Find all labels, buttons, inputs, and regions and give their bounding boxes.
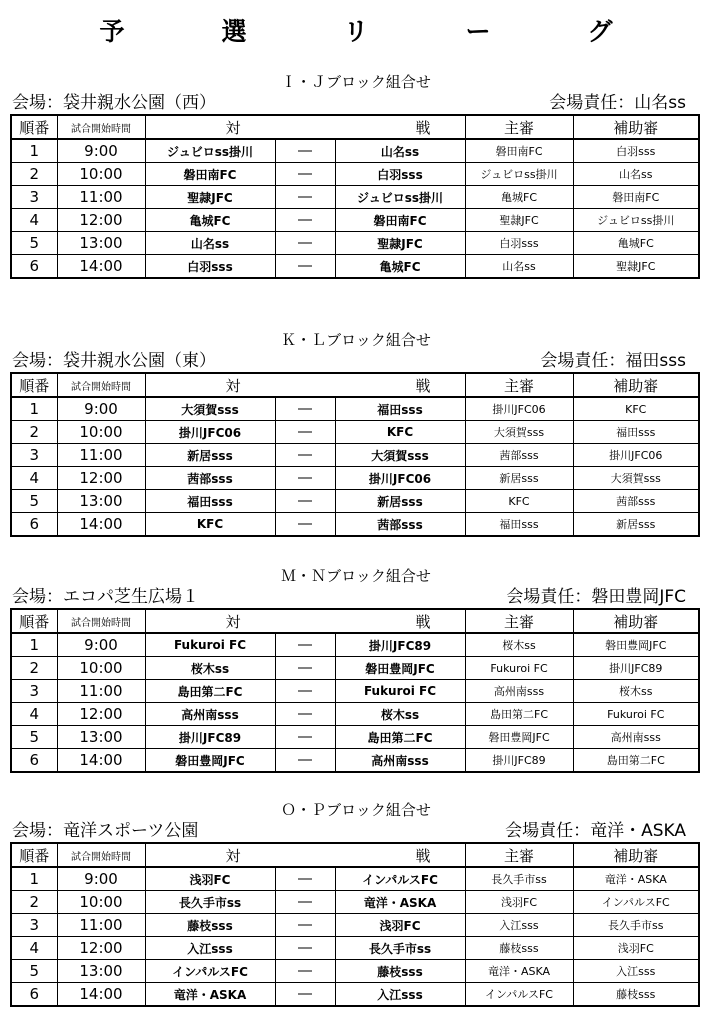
table-row [11,209,699,232]
match-number: 5 [11,490,57,513]
start-time: 12:00 [57,467,145,490]
venue-manager-label: 会場責任：竜洋・ASKA [505,821,686,841]
versus-dash: ― [275,209,335,232]
header-referee: 主審 [465,115,573,139]
start-time: 11:00 [57,186,145,209]
team-home: 藤枝sss [145,914,275,937]
match-number: 6 [11,513,57,537]
assistant-team: 磐田南FC [573,186,699,209]
versus-dash: ― [275,490,335,513]
assistant-team: インパルスFC [573,891,699,914]
table-row [11,983,699,1007]
venue-manager-label: 会場責任：山名ss [549,93,686,113]
referee-team: インパルスFC [465,983,573,1007]
team-home: 掛川JFC06 [145,421,275,444]
team-away: 掛川JFC06 [335,467,465,490]
versus-dash: ― [275,421,335,444]
block-title: Ｉ・Ｊブロック組合せ [281,73,431,91]
versus-dash: ― [275,680,335,703]
table-row [11,891,699,914]
team-home: 磐田南FC [145,163,275,186]
start-time: 14:00 [57,255,145,279]
header-row [11,373,699,397]
start-time: 9:00 [57,397,145,421]
referee-team: 山名ss [465,255,573,279]
team-away: 磐田豊岡JFC [335,657,465,680]
assistant-team: 新居sss [573,513,699,537]
match-number: 3 [11,914,57,937]
team-home: KFC [145,513,275,537]
team-away: 島田第二FC [335,726,465,749]
team-away: 新居sss [335,490,465,513]
versus-dash: ― [275,937,335,960]
referee-team: Fukuroi FC [465,657,573,680]
assistant-team: 大須賀sss [573,467,699,490]
table-row [11,703,699,726]
start-time: 14:00 [57,513,145,537]
team-home: 茜部sss [145,467,275,490]
assistant-team: 高州南sss [573,726,699,749]
referee-team: 聖隷JFC [465,209,573,232]
team-home: 磐田豊岡JFC [145,749,275,773]
header-match: 対 戦 [145,115,465,139]
schedule-table [10,372,700,537]
header-referee: 主審 [465,609,573,633]
team-away: 福田sss [335,397,465,421]
start-time: 12:00 [57,703,145,726]
team-away: インパルスFC [335,867,465,891]
versus-dash: ― [275,255,335,279]
start-time: 11:00 [57,444,145,467]
header-start-time: 試合開始時間 [57,115,145,139]
assistant-team: 長久手市ss [573,914,699,937]
match-number: 4 [11,209,57,232]
team-away: 亀城FC [335,255,465,279]
team-home: 福田sss [145,490,275,513]
versus-dash: ― [275,726,335,749]
start-time: 10:00 [57,163,145,186]
versus-dash: ― [275,139,335,163]
start-time: 10:00 [57,891,145,914]
venue-manager-label: 会場責任：磐田豊岡JFC [506,587,686,607]
referee-team: 浅羽FC [465,891,573,914]
start-time: 10:00 [57,657,145,680]
start-time: 13:00 [57,232,145,255]
referee-team: 島田第二FC [465,703,573,726]
team-away: 高州南sss [335,749,465,773]
header-start-time: 試合開始時間 [57,843,145,867]
versus-dash: ― [275,657,335,680]
team-away: 山名ss [335,139,465,163]
table-row [11,726,699,749]
assistant-team: 福田sss [573,421,699,444]
assistant-team: 桜木ss [573,680,699,703]
match-number: 2 [11,891,57,914]
header-row [11,115,699,139]
header-match: 対 戦 [145,609,465,633]
match-number: 5 [11,232,57,255]
table-row [11,490,699,513]
header-assistant: 補助審 [573,115,699,139]
block-title: Ｋ・Ｌブロック組合せ [281,331,431,349]
team-away: 長久手市ss [335,937,465,960]
match-number: 1 [11,139,57,163]
header-assistant: 補助審 [573,373,699,397]
match-number: 5 [11,726,57,749]
table-row [11,633,699,657]
header-referee: 主審 [465,843,573,867]
team-home: インパルスFC [145,960,275,983]
venue-row [12,586,700,608]
team-home: 島田第二FC [145,680,275,703]
assistant-team: 竜洋・ASKA [573,867,699,891]
header-start-time: 試合開始時間 [57,373,145,397]
start-time: 13:00 [57,960,145,983]
venue-row [12,820,700,842]
referee-team: 磐田豊岡JFC [465,726,573,749]
versus-dash: ― [275,914,335,937]
start-time: 9:00 [57,633,145,657]
start-time: 13:00 [57,490,145,513]
match-number: 4 [11,703,57,726]
table-row [11,867,699,891]
team-away: 桜木ss [335,703,465,726]
table-row [11,749,699,773]
venue-label: 会場：竜洋スポーツ公園 [12,821,199,841]
header-start-time: 試合開始時間 [57,609,145,633]
versus-dash: ― [275,703,335,726]
table-row [11,513,699,537]
referee-team: KFC [465,490,573,513]
versus-dash: ― [275,633,335,657]
referee-team: 大須賀sss [465,421,573,444]
venue-row [12,350,700,372]
venue-label: 会場：袋井親水公園（東） [12,351,216,371]
table-row [11,444,699,467]
team-away: 藤枝sss [335,960,465,983]
match-number: 1 [11,867,57,891]
match-number: 2 [11,657,57,680]
match-number: 1 [11,633,57,657]
match-number: 6 [11,255,57,279]
table-row [11,960,699,983]
header-match: 対 戦 [145,843,465,867]
assistant-team: 浅羽FC [573,937,699,960]
team-home: Fukuroi FC [145,633,275,657]
schedule-table [10,608,700,773]
venue-manager-label: 会場責任：福田sss [540,351,686,371]
team-home: 亀城FC [145,209,275,232]
team-away: 浅羽FC [335,914,465,937]
referee-team: 桜木ss [465,633,573,657]
match-number: 1 [11,397,57,421]
start-time: 11:00 [57,914,145,937]
team-home: 高州南sss [145,703,275,726]
team-away: 大須賀sss [335,444,465,467]
referee-team: 白羽sss [465,232,573,255]
match-number: 3 [11,444,57,467]
schedule-table [10,842,700,1007]
schedule-table [10,114,700,279]
header-order: 順番 [11,843,57,867]
referee-team: 入江sss [465,914,573,937]
versus-dash: ― [275,891,335,914]
block-title: Ｏ・Ｐブロック組合せ [281,801,431,819]
venue-row [12,92,700,114]
versus-dash: ― [275,232,335,255]
table-row [11,163,699,186]
team-away: 竜洋・ASKA [335,891,465,914]
start-time: 12:00 [57,937,145,960]
versus-dash: ― [275,983,335,1007]
block-title: Ｍ・Ｎブロック組合せ [281,567,431,585]
table-row [11,467,699,490]
team-home: 浅羽FC [145,867,275,891]
match-number: 2 [11,163,57,186]
match-number: 3 [11,680,57,703]
versus-dash: ― [275,960,335,983]
versus-dash: ― [275,163,335,186]
referee-team: 掛川JFC06 [465,397,573,421]
team-away: ジュビロss掛川 [335,186,465,209]
referee-team: 長久手市ss [465,867,573,891]
team-away: 白羽sss [335,163,465,186]
referee-team: 磐田南FC [465,139,573,163]
assistant-team: 亀城FC [573,232,699,255]
table-row [11,421,699,444]
match-number: 3 [11,186,57,209]
match-number: 6 [11,983,57,1007]
start-time: 10:00 [57,421,145,444]
team-home: 掛川JFC89 [145,726,275,749]
team-away: Fukuroi FC [335,680,465,703]
header-row [11,843,699,867]
team-away: 入江sss [335,983,465,1007]
assistant-team: 磐田豊岡JFC [573,633,699,657]
start-time: 12:00 [57,209,145,232]
referee-team: 掛川JFC89 [465,749,573,773]
team-away: 茜部sss [335,513,465,537]
start-time: 13:00 [57,726,145,749]
assistant-team: 茜部sss [573,490,699,513]
table-row [11,232,699,255]
page-title: 予 選 リ ー グ [99,17,649,46]
header-row [11,609,699,633]
assistant-team: 白羽sss [573,139,699,163]
header-order: 順番 [11,373,57,397]
versus-dash: ― [275,186,335,209]
match-number: 6 [11,749,57,773]
team-home: 入江sss [145,937,275,960]
team-away: 聖隷JFC [335,232,465,255]
team-home: 竜洋・ASKA [145,983,275,1007]
team-away: KFC [335,421,465,444]
referee-team: 藤枝sss [465,937,573,960]
header-order: 順番 [11,115,57,139]
header-referee: 主審 [465,373,573,397]
versus-dash: ― [275,513,335,537]
referee-team: 新居sss [465,467,573,490]
versus-dash: ― [275,444,335,467]
match-number: 4 [11,467,57,490]
header-order: 順番 [11,609,57,633]
assistant-team: 島田第二FC [573,749,699,773]
table-row [11,680,699,703]
assistant-team: KFC [573,397,699,421]
team-home: 桜木ss [145,657,275,680]
team-home: 大須賀sss [145,397,275,421]
team-away: 掛川JFC89 [335,633,465,657]
referee-team: 亀城FC [465,186,573,209]
versus-dash: ― [275,467,335,490]
venue-label: 会場：袋井親水公園（西） [12,93,216,113]
team-home: 白羽sss [145,255,275,279]
team-home: 新居sss [145,444,275,467]
assistant-team: 山名ss [573,163,699,186]
assistant-team: Fukuroi FC [573,703,699,726]
versus-dash: ― [275,867,335,891]
table-row [11,937,699,960]
assistant-team: 聖隷JFC [573,255,699,279]
team-home: ジュビロss掛川 [145,139,275,163]
start-time: 11:00 [57,680,145,703]
header-assistant: 補助審 [573,843,699,867]
match-number: 4 [11,937,57,960]
table-row [11,255,699,279]
table-row [11,139,699,163]
match-number: 5 [11,960,57,983]
header-match: 対 戦 [145,373,465,397]
start-time: 14:00 [57,983,145,1007]
table-row [11,397,699,421]
versus-dash: ― [275,749,335,773]
versus-dash: ― [275,397,335,421]
assistant-team: ジュビロss掛川 [573,209,699,232]
team-home: 聖隷JFC [145,186,275,209]
referee-team: 茜部sss [465,444,573,467]
assistant-team: 掛川JFC89 [573,657,699,680]
table-row [11,186,699,209]
team-home: 長久手市ss [145,891,275,914]
start-time: 9:00 [57,139,145,163]
table-row [11,914,699,937]
venue-label: 会場：エコパ芝生広場１ [12,587,199,607]
start-time: 14:00 [57,749,145,773]
referee-team: 福田sss [465,513,573,537]
start-time: 9:00 [57,867,145,891]
referee-team: 竜洋・ASKA [465,960,573,983]
referee-team: ジュビロss掛川 [465,163,573,186]
assistant-team: 入江sss [573,960,699,983]
team-home: 山名ss [145,232,275,255]
assistant-team: 掛川JFC06 [573,444,699,467]
header-assistant: 補助審 [573,609,699,633]
table-row [11,657,699,680]
assistant-team: 藤枝sss [573,983,699,1007]
referee-team: 高州南sss [465,680,573,703]
team-away: 磐田南FC [335,209,465,232]
match-number: 2 [11,421,57,444]
